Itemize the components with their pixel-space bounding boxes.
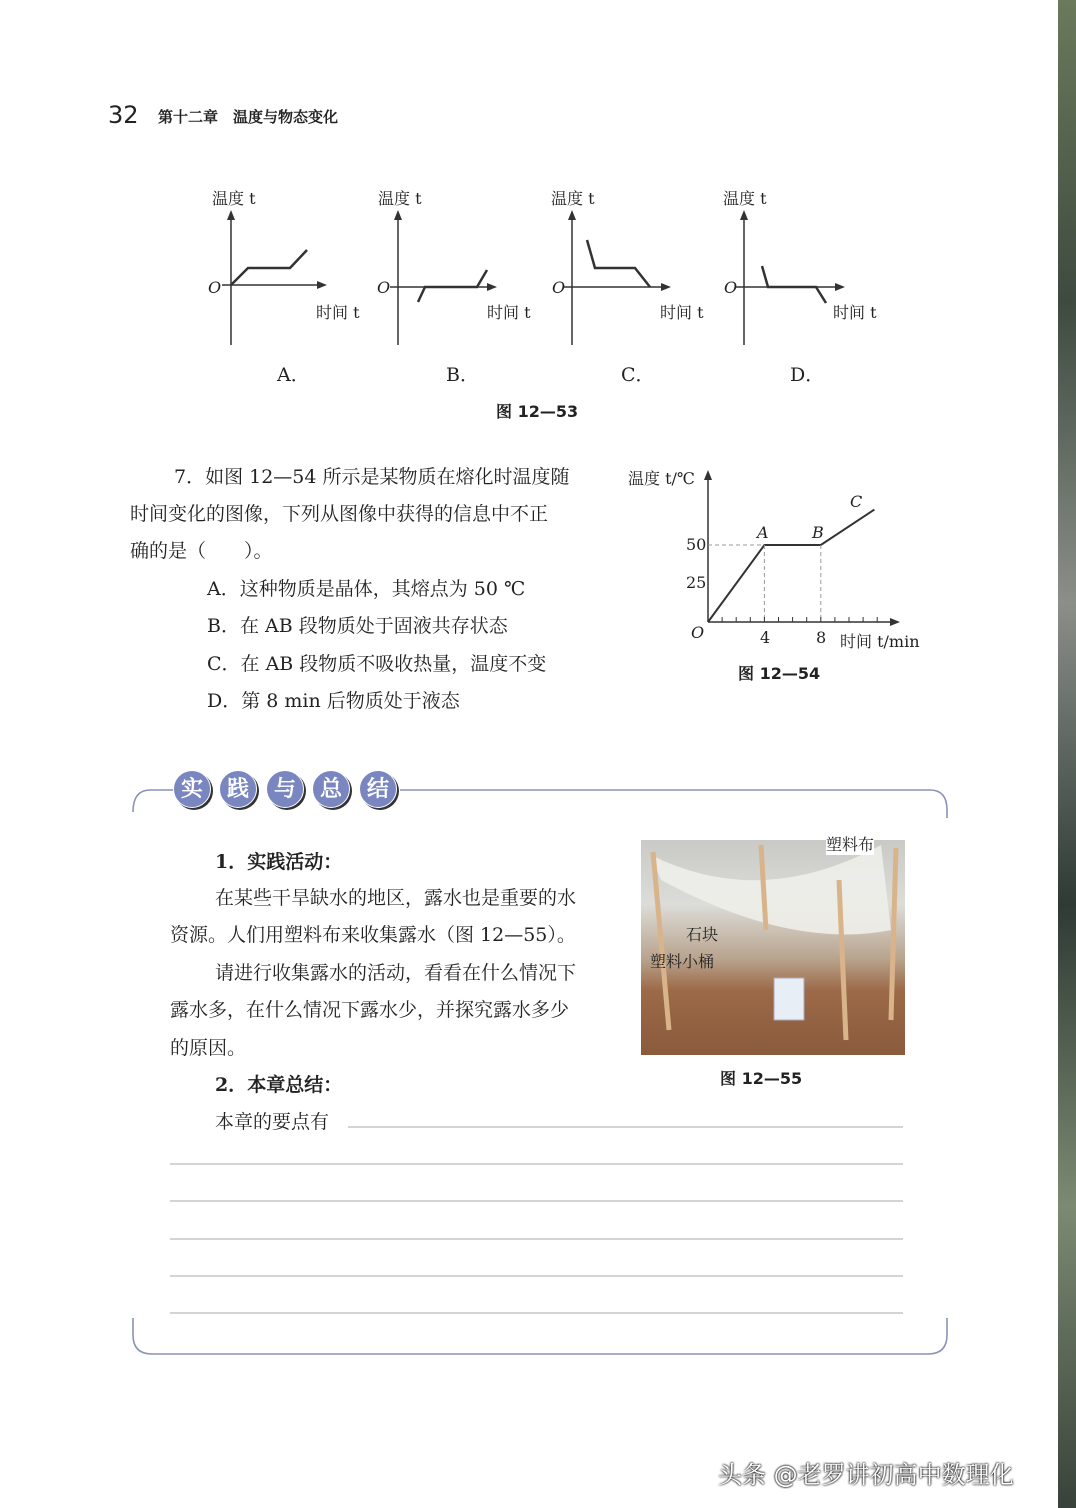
fig53d-ylabel: 温度 t	[723, 189, 767, 208]
note-lines	[170, 1127, 903, 1313]
practice-text: 在某些干旱缺水的地区，露水也是重要的水	[215, 887, 577, 909]
fig54-temperature-line	[708, 510, 874, 622]
fig53-option-d: D．	[790, 364, 825, 386]
fig54-xtick-8: 8	[816, 628, 827, 647]
fig54-ylabel: 温度 t/℃	[628, 469, 695, 488]
section-title-char: 践	[219, 770, 257, 808]
fig54-caption: 图 12—54	[738, 664, 821, 683]
fig53d-origin: O	[724, 278, 738, 297]
watermark: 头条 @老罗讲初高中数理化	[718, 1461, 1014, 1489]
chapter-title: 第十二章 温度与物态变化	[158, 108, 339, 126]
fig53b-origin: O	[377, 278, 391, 297]
label-plastic-sheet: 塑料布	[826, 832, 874, 855]
fig53b-ylabel: 温度 t	[378, 189, 422, 208]
fig53-option-b: B．	[446, 364, 479, 386]
fig53b-xlabel: 时间 t	[487, 303, 531, 322]
fig53a-origin: O	[208, 278, 222, 297]
fig53d-xlabel: 时间 t	[833, 303, 877, 322]
practice-text: 露水多，在什么情况下露水少，并探究露水多少	[170, 999, 570, 1021]
fig53b-curve	[418, 270, 487, 302]
fig54-point-a: A	[757, 523, 769, 542]
fig55-caption: 图 12—55	[720, 1069, 803, 1088]
fig54-chart	[704, 470, 900, 626]
dew-collection-photo	[641, 840, 905, 1055]
fig53a-curve	[231, 250, 307, 285]
fig53a-ylabel: 温度 t	[212, 189, 256, 208]
page-number: 32	[108, 101, 139, 129]
fig54-ytick-25: 25	[686, 573, 707, 592]
fig53c-origin: O	[552, 278, 566, 297]
section-title-char: 与	[266, 770, 304, 808]
practice-text: 的原因。	[170, 1037, 247, 1059]
fig54-xtick-4: 4	[760, 628, 771, 647]
fig53a-xlabel: 时间 t	[316, 303, 360, 322]
q7-option-d: D．第 8 min 后物质处于液态	[207, 690, 460, 712]
q7-option-b: B．在 AB 段物质处于固液共存状态	[207, 615, 508, 637]
summary-prompt: 本章的要点有	[215, 1111, 330, 1133]
practice-heading: 1．实践活动：	[215, 851, 343, 873]
label-stone: 石块	[686, 925, 719, 944]
fig54-origin: O	[691, 623, 705, 642]
fig53-option-c: C．	[621, 364, 655, 386]
fig53-option-a: A．	[277, 364, 310, 386]
fig54-xlabel: 时间 t/min	[840, 632, 920, 651]
q7-text-line2: 时间变化的图像，下列从图像中获得的信息中不正	[130, 503, 549, 525]
fig53c-ylabel: 温度 t	[551, 189, 595, 208]
section-title-char: 总	[312, 770, 350, 808]
section-title-char: 实	[173, 770, 211, 808]
fig54-ytick-50: 50	[686, 535, 707, 554]
practice-text: 请进行收集露水的活动，看看在什么情况下	[215, 962, 577, 984]
fig53c-xlabel: 时间 t	[660, 303, 704, 322]
q7-option-c: C．在 AB 段物质不吸收热量，温度不变	[207, 653, 547, 675]
summary-heading: 2．本章总结：	[215, 1074, 343, 1096]
label-bucket: 塑料小桶	[650, 952, 715, 971]
fig53-caption: 图 12—53	[496, 402, 579, 421]
q7-text-line3: 确的是（ ）。	[130, 540, 273, 562]
practice-text: 资源。人们用塑料布来收集露水（图 12—55）。	[170, 924, 576, 946]
fig53d-curve	[762, 266, 826, 303]
q7-text-line1: 7．如图 12—54 所示是某物质在熔化时温度随	[174, 466, 570, 488]
fig54-point-c: C	[850, 492, 863, 511]
section-title-char: 结	[359, 770, 397, 808]
q7-option-a: A．这种物质是晶体，其熔点为 50 ℃	[207, 578, 526, 600]
fig53c-curve	[587, 240, 650, 287]
fig54-point-b: B	[812, 523, 824, 542]
